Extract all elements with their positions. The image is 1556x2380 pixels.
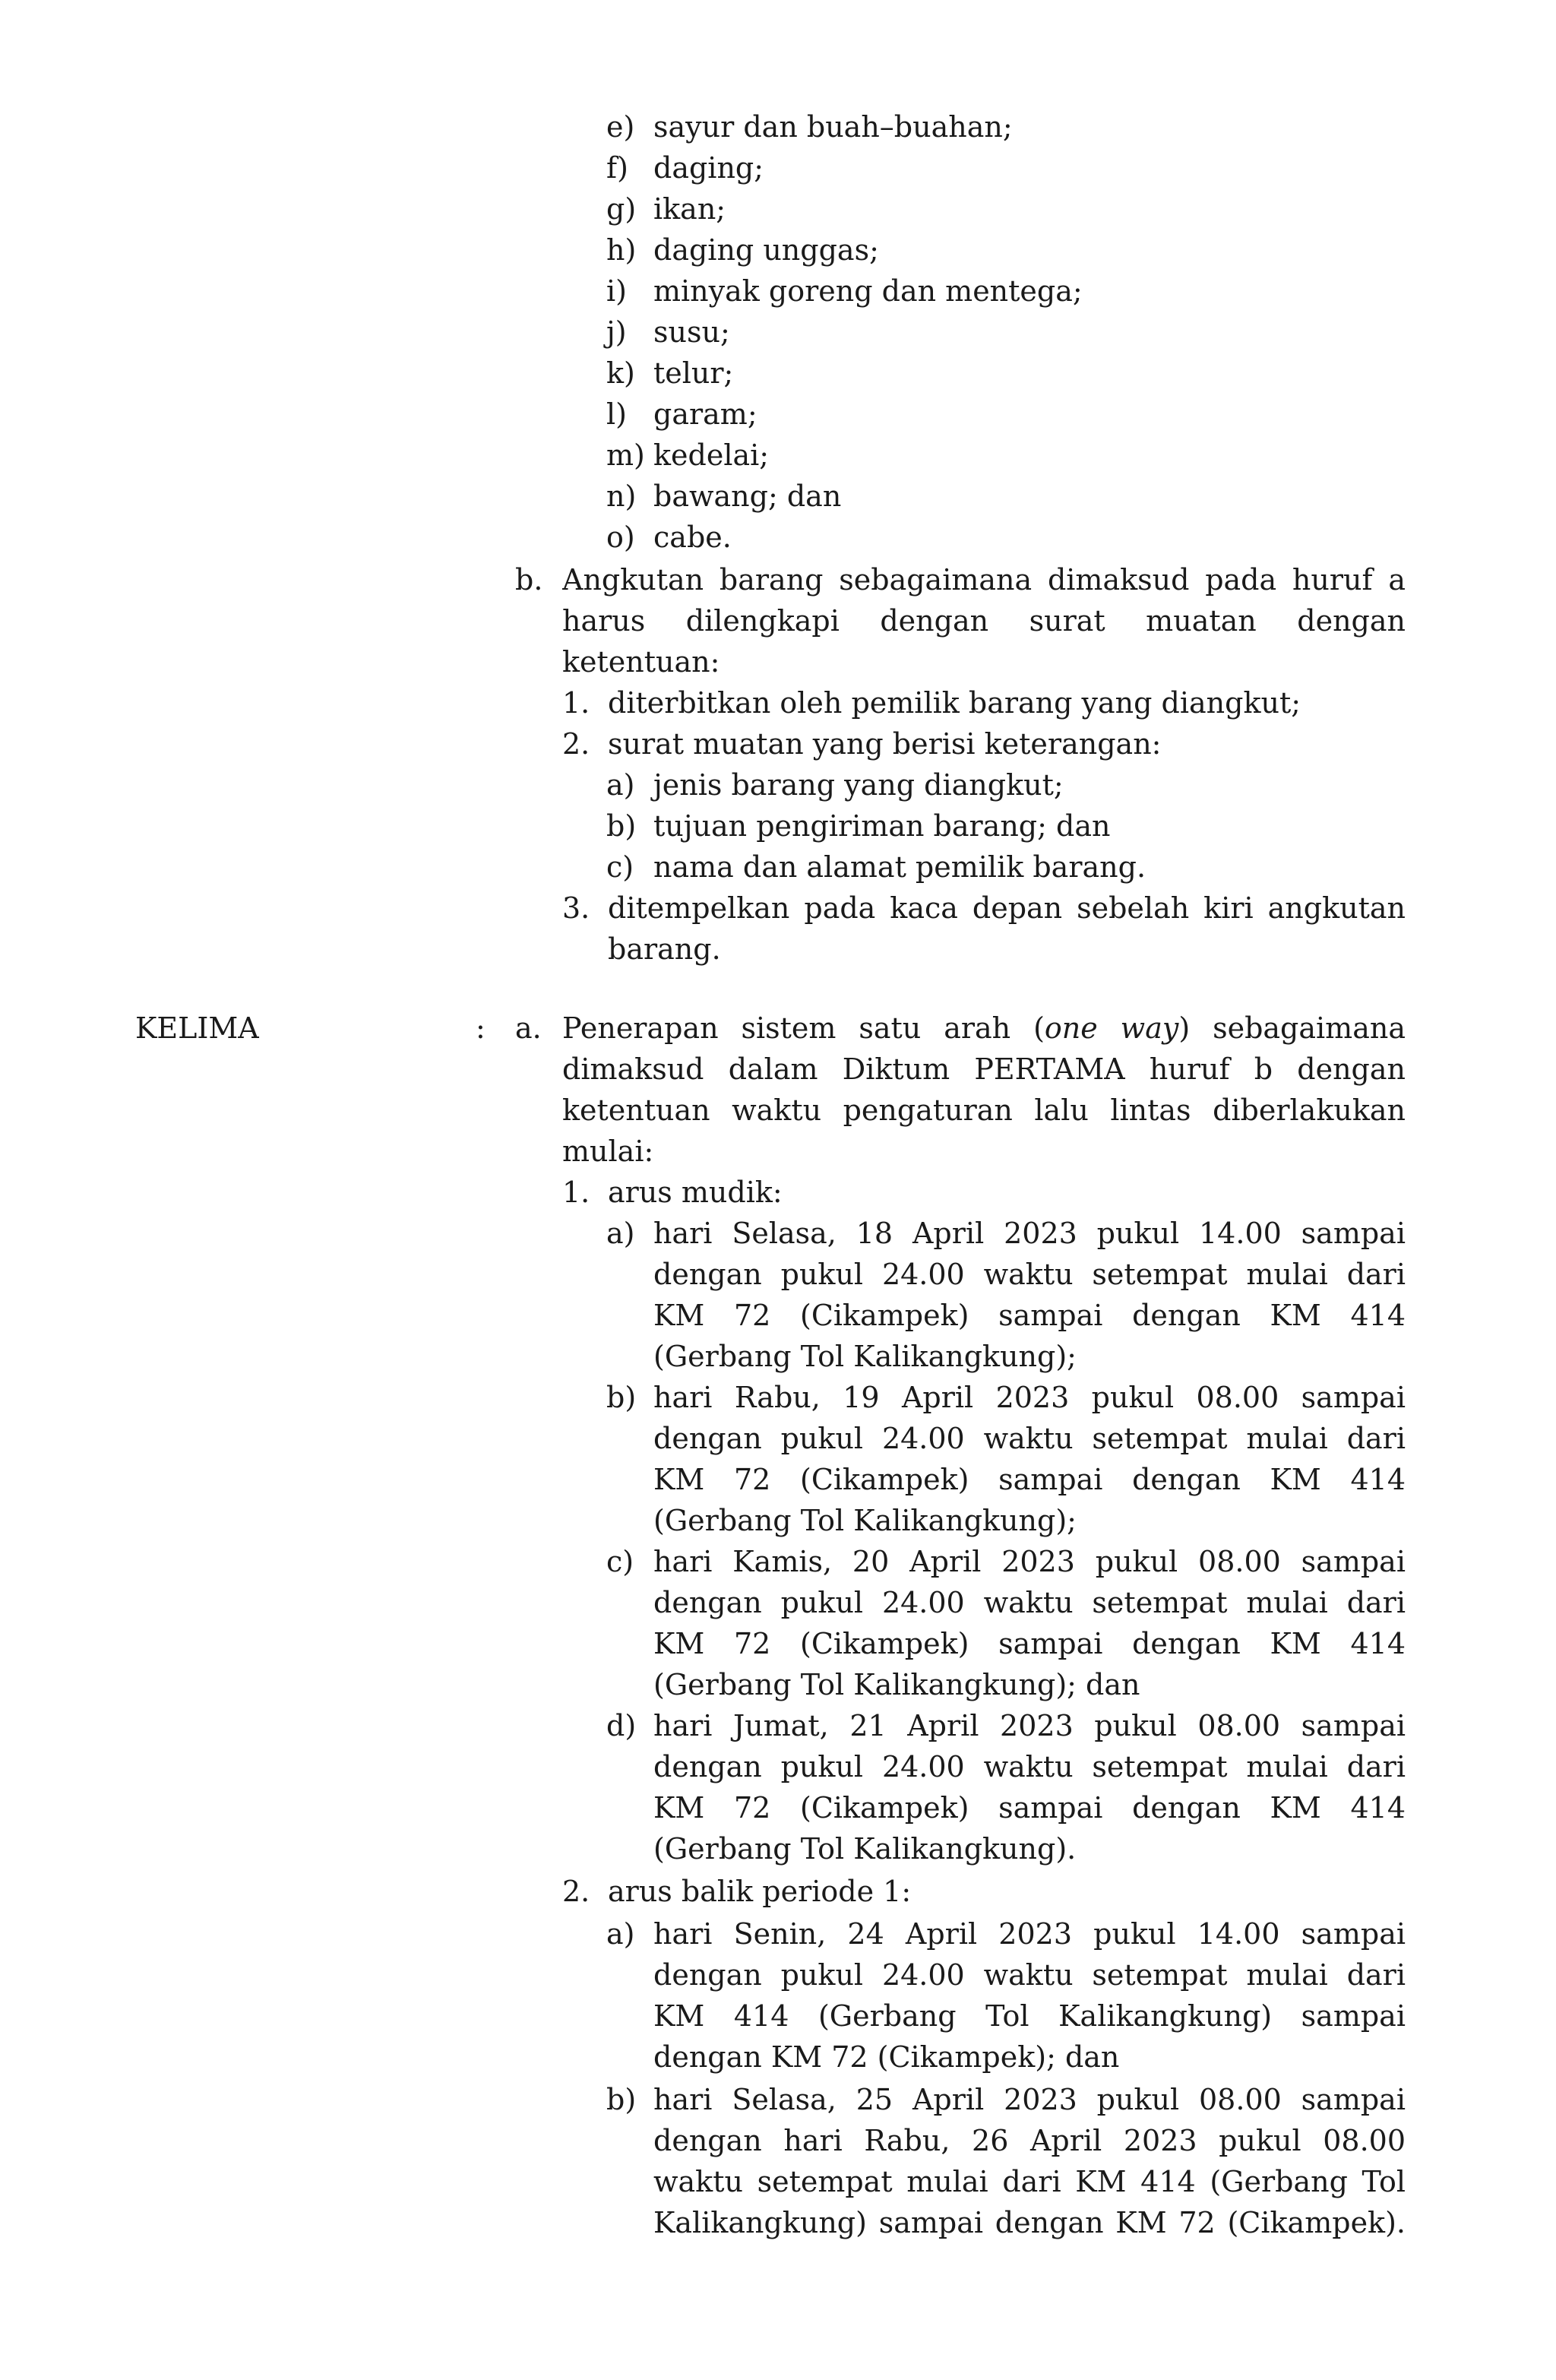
list-marker: m) <box>606 438 645 472</box>
list-item-text: KM 72 (Cikampek) sampai dengan KM 414 <box>653 1299 1406 1332</box>
italic-term: one way <box>1044 1011 1179 1045</box>
point-marker: b. <box>515 563 543 597</box>
list-item-text: dengan hari Rabu, 26 April 2023 pukul 08.00 <box>653 2124 1406 2157</box>
list-item-text: (Gerbang Tol Kalikangkung); <box>653 1504 1077 1537</box>
list-item-text: hari Selasa, 18 April 2023 pukul 14.00 sampai <box>653 1217 1406 1250</box>
list-item-text: telur; <box>653 356 734 390</box>
list-item-text: KM 72 (Cikampek) sampai dengan KM 414 <box>653 1791 1406 1825</box>
list-item-text: nama dan alamat pemilik barang. <box>653 850 1146 884</box>
diktum-label: KELIMA <box>135 1011 259 1045</box>
list-marker: a) <box>606 768 635 802</box>
paragraph-line: dimaksud dalam Diktum PERTAMA huruf b dengan <box>562 1052 1406 1086</box>
list-marker: k) <box>606 356 635 390</box>
list-marker: 2. <box>562 1875 590 1908</box>
paragraph-line: Angkutan barang sebagaimana dimaksud pada huruf a <box>562 563 1406 597</box>
list-marker: a) <box>606 1217 635 1250</box>
list-item-text: (Gerbang Tol Kalikangkung); <box>653 1340 1077 1373</box>
paragraph-line: ketentuan: <box>562 645 720 679</box>
list-item-text: (Gerbang Tol Kalikangkung); dan <box>653 1668 1140 1701</box>
paragraph-line: mulai: <box>562 1135 654 1168</box>
list-item-text: garam; <box>653 397 757 431</box>
list-item-text: bawang; dan <box>653 479 842 513</box>
paragraph-line: harus dilengkapi dengan surat muatan dengan <box>562 604 1406 638</box>
list-item-text: Kalikangkung) sampai dengan KM 72 (Cikampek). <box>653 2206 1406 2239</box>
list-item-text: dengan pukul 24.00 waktu setempat mulai dari <box>653 1258 1406 1291</box>
list-marker: g) <box>606 192 637 226</box>
paragraph-text: Penerapan sistem satu arah ( <box>562 1011 1045 1045</box>
list-item-text: arus balik periode 1: <box>608 1875 912 1908</box>
list-marker: i) <box>606 274 627 308</box>
list-item-text: jenis barang yang diangkut; <box>653 768 1064 802</box>
list-item-text: cabe. <box>653 521 732 554</box>
list-marker: c) <box>606 1545 634 1578</box>
list-item-text: dengan pukul 24.00 waktu setempat mulai dari <box>653 1422 1406 1455</box>
list-marker: l) <box>606 397 627 431</box>
list-item-text: hari Rabu, 19 April 2023 pukul 08.00 sampai <box>653 1381 1406 1414</box>
list-item-text: KM 414 (Gerbang Tol Kalikangkung) sampai <box>653 1999 1406 2033</box>
paragraph-text: ) sebagaimana <box>1178 1011 1406 1045</box>
list-item-text: waktu setempat mulai dari KM 414 (Gerbang Tol <box>653 2165 1406 2198</box>
list-marker: 2. <box>562 727 590 761</box>
list-item-text: diterbitkan oleh pemilik barang yang diangkut; <box>608 686 1301 720</box>
list-item-text: minyak goreng dan mentega; <box>653 274 1083 308</box>
list-item-text: ditempelkan pada kaca depan sebelah kiri angkutan <box>608 891 1406 925</box>
list-item-text: hari Senin, 24 April 2023 pukul 14.00 sampai <box>653 1917 1406 1951</box>
list-marker: 3. <box>562 891 590 925</box>
list-item-text: dengan pukul 24.00 waktu setempat mulai dari <box>653 1958 1406 1992</box>
list-item-text: barang. <box>608 932 721 966</box>
list-item-text: sayur dan buah–buahan; <box>653 110 1013 144</box>
list-item-text: daging; <box>653 151 764 185</box>
paragraph-line: ketentuan waktu pengaturan lalu lintas diberlakukan <box>562 1093 1406 1127</box>
paragraph-line <box>562 1008 1406 1049</box>
list-marker: e) <box>606 110 635 144</box>
list-item-text: hari Jumat, 21 April 2023 pukul 08.00 sampai <box>653 1709 1406 1742</box>
list-item-text: dengan KM 72 (Cikampek); dan <box>653 2040 1120 2074</box>
list-item-text: dengan pukul 24.00 waktu setempat mulai dari <box>653 1750 1406 1783</box>
list-item-text: (Gerbang Tol Kalikangkung). <box>653 1832 1077 1866</box>
list-marker: b) <box>606 809 637 843</box>
list-item-text: KM 72 (Cikampek) sampai dengan KM 414 <box>653 1463 1406 1496</box>
list-marker: d) <box>606 1709 637 1742</box>
list-marker: o) <box>606 521 635 554</box>
point-marker: a. <box>515 1011 542 1045</box>
list-item-text: tujuan pengiriman barang; dan <box>653 809 1111 843</box>
list-item-text: dengan pukul 24.00 waktu setempat mulai dari <box>653 1586 1406 1619</box>
list-item-text: ikan; <box>653 192 726 226</box>
list-item-text: daging unggas; <box>653 233 879 267</box>
list-item-text: susu; <box>653 315 730 349</box>
list-marker: a) <box>606 1917 635 1951</box>
list-marker: b) <box>606 2083 637 2116</box>
list-marker: h) <box>606 233 637 267</box>
list-marker: 1. <box>562 1176 590 1209</box>
list-item-text: surat muatan yang berisi keterangan: <box>608 727 1162 761</box>
list-item-text: hari Kamis, 20 April 2023 pukul 08.00 sampai <box>653 1545 1406 1578</box>
list-marker: c) <box>606 850 634 884</box>
list-marker: b) <box>606 1381 637 1414</box>
list-item-text: KM 72 (Cikampek) sampai dengan KM 414 <box>653 1627 1406 1660</box>
list-item-text: hari Selasa, 25 April 2023 pukul 08.00 sampai <box>653 2083 1406 2116</box>
list-marker: f) <box>606 151 628 185</box>
list-marker: 1. <box>562 686 590 720</box>
diktum-colon: : <box>476 1011 485 1045</box>
list-item-text: arus mudik: <box>608 1176 783 1209</box>
list-marker: j) <box>606 315 627 349</box>
list-item-text: kedelai; <box>653 438 770 472</box>
list-marker: n) <box>606 479 637 513</box>
